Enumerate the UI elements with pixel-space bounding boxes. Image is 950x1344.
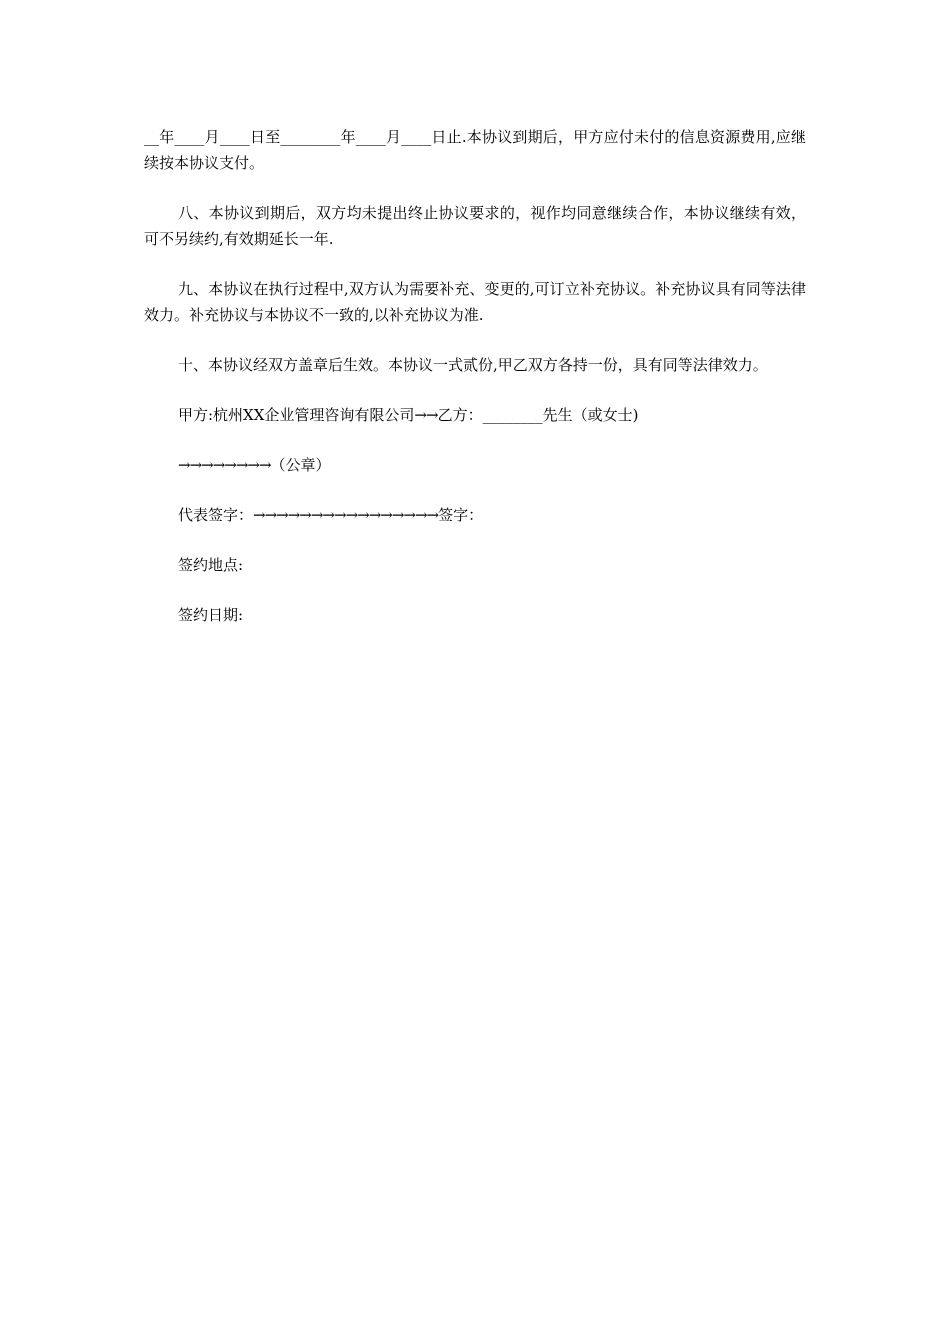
representative-sign-line xyxy=(144,502,806,528)
paragraph-clause-9: 九、本协议在执行过程中,双方认为需要补充、变更的,可订立补充协议。补充协议具有同等法律效力。补充协议与本协议不一致的,以补充协议为准. xyxy=(144,280,806,324)
paragraph-term-continuation: __年____月____日至________年____月____日止.本协议到期后，甲方应付未付的信息资源费用,应继续按本协议支付。 xyxy=(144,128,806,172)
seal-label: （公章） xyxy=(270,456,331,474)
signature-parties-line xyxy=(144,402,806,428)
party-a-label: 甲方:杭州XX企业管理咨询有限公司 xyxy=(178,406,415,424)
tab-arrows: →→→→→→→→→→→→→→→→ xyxy=(253,506,439,524)
signing-date-label: 签约日期: xyxy=(178,606,244,624)
seal-line xyxy=(144,452,806,478)
paragraph-clause-8: 八、本协议到期后，双方均未提出终止协议要求的，视作均同意继续合作，本协议继续有效，可不另续约,有效期延长一年. xyxy=(144,204,806,248)
signing-date-line xyxy=(144,602,806,628)
sign-label: 签字： xyxy=(438,506,484,524)
paragraph-clause-10: 十、本协议经双方盖章后生效。本协议一式贰份,甲乙双方各持一份，具有同等法律效力。 xyxy=(178,356,768,374)
party-b-label: 乙方：________先生（或女士) xyxy=(437,406,639,424)
representative-sign-label: 代表签字： xyxy=(178,506,254,524)
tab-arrows: →→ xyxy=(414,406,438,424)
signing-place-label: 签约地点: xyxy=(178,556,244,574)
tab-arrows: →→→→→→→→ xyxy=(178,456,271,474)
signing-place-line xyxy=(144,552,806,578)
document-body xyxy=(144,124,806,652)
